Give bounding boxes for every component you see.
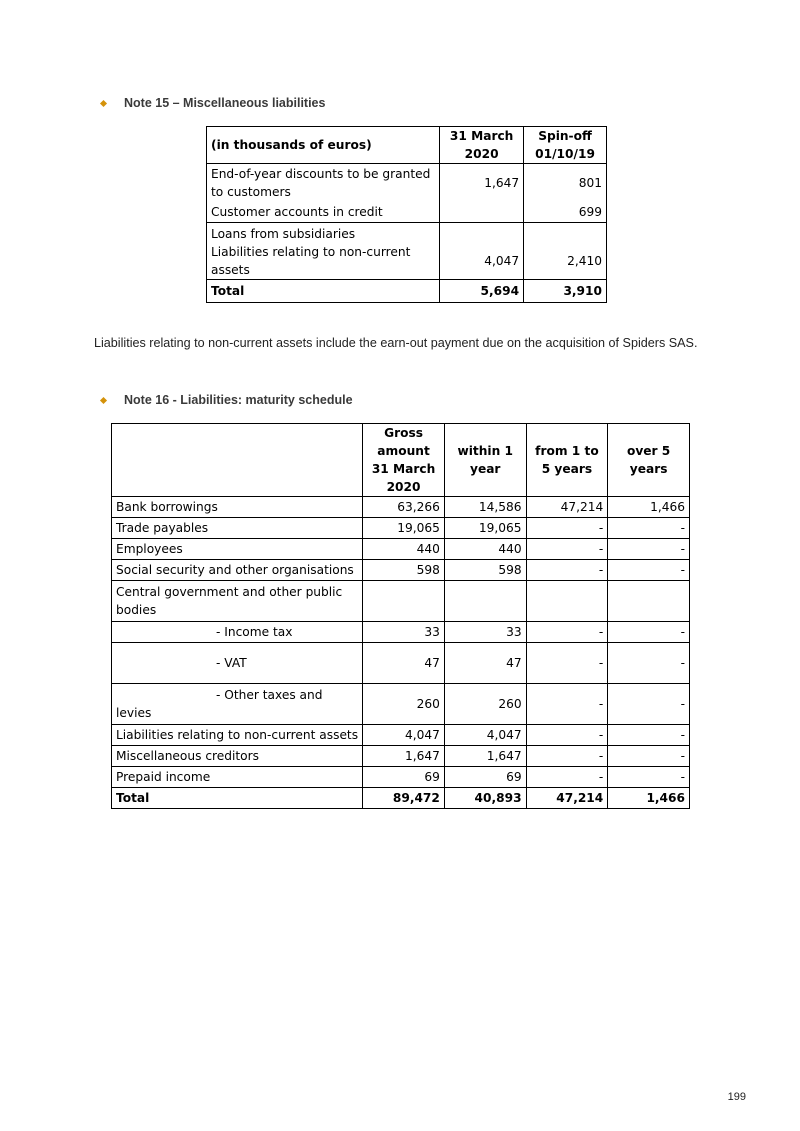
cell-value: - (526, 684, 608, 725)
cell-value: 1,647 (440, 164, 524, 202)
cell-value: - (526, 767, 608, 788)
cell-value: - (526, 746, 608, 767)
row-label: End-of-year discounts to be granted to customers (207, 164, 440, 202)
table-row (207, 223, 607, 244)
cell-value: 260 (444, 684, 526, 725)
note-16-title: Note 16 - Liabilities: maturity schedule (124, 393, 353, 407)
table-row (112, 581, 690, 622)
cell-value: 260 (363, 684, 445, 725)
cell-value: 69 (363, 767, 445, 788)
cell-value: - (526, 560, 608, 581)
cell-value: 47,214 (526, 788, 608, 809)
table-row (112, 518, 690, 539)
cell-value: - (526, 539, 608, 560)
diamond-bullet-icon (100, 396, 107, 403)
cell-value (444, 581, 526, 622)
cell-value: - (608, 622, 690, 643)
note-15-title: Note 15 – Miscellaneous liabilities (124, 96, 326, 110)
cell-value: 1,647 (363, 746, 445, 767)
cell-value: 69 (444, 767, 526, 788)
cell-value: 33 (444, 622, 526, 643)
cell-value: - (608, 539, 690, 560)
table-row (112, 725, 690, 746)
cell-value: 47 (363, 643, 445, 684)
cell-value: - (608, 684, 690, 725)
row-label: Social security and other organisations (112, 560, 363, 581)
cell-value: 14,586 (444, 497, 526, 518)
cell-value: - (526, 643, 608, 684)
column-header (112, 424, 363, 497)
diamond-bullet-icon (100, 99, 107, 106)
row-label: Total (207, 280, 440, 303)
note-16-heading (100, 393, 353, 407)
cell-value: 2,410 (524, 243, 607, 280)
row-label: Bank borrowings (112, 497, 363, 518)
note-15-table (206, 126, 607, 303)
column-header: Spin-off 01/10/19 (524, 127, 607, 164)
note-15-explanation: Liabilities relating to non-current assets include the earn-out payment due on the acquisition of Spiders SAS. (94, 336, 698, 350)
cell-value: - (608, 746, 690, 767)
cell-value: 598 (363, 560, 445, 581)
cell-value: 63,266 (363, 497, 445, 518)
row-label: Miscellaneous creditors (112, 746, 363, 767)
column-header: Gross amount 31 March 2020 (363, 424, 445, 497)
total-row (112, 788, 690, 809)
table-header-row (112, 424, 690, 497)
cell-value (440, 223, 524, 244)
row-label: - Other taxes and levies (112, 684, 363, 725)
cell-value: 40,893 (444, 788, 526, 809)
cell-value (440, 201, 524, 223)
row-label: Liabilities relating to non-current assets (112, 725, 363, 746)
row-label: - VAT (112, 643, 363, 684)
cell-value: 47 (444, 643, 526, 684)
cell-value: - (608, 518, 690, 539)
cell-value: 1,466 (608, 788, 690, 809)
cell-value: 440 (363, 539, 445, 560)
cell-value: 47,214 (526, 497, 608, 518)
column-header: over 5 years (608, 424, 690, 497)
cell-value: 1,466 (608, 497, 690, 518)
cell-value: 19,065 (363, 518, 445, 539)
row-label: Employees (112, 539, 363, 560)
table-header-row (207, 127, 607, 164)
cell-value: 801 (524, 164, 607, 202)
cell-value: - (526, 725, 608, 746)
table-row (112, 643, 690, 684)
cell-value: 598 (444, 560, 526, 581)
cell-value: - (608, 767, 690, 788)
row-label: Loans from subsidiaries (207, 223, 440, 244)
cell-value: 89,472 (363, 788, 445, 809)
cell-value: 5,694 (440, 280, 524, 303)
table-row (112, 622, 690, 643)
cell-value: 3,910 (524, 280, 607, 303)
column-header: from 1 to 5 years (526, 424, 608, 497)
row-label: Total (112, 788, 363, 809)
table-row (207, 201, 607, 223)
cell-value: 33 (363, 622, 445, 643)
row-label: Prepaid income (112, 767, 363, 788)
cell-value: 19,065 (444, 518, 526, 539)
cell-value (524, 223, 607, 244)
page-number: 199 (727, 1091, 746, 1103)
table-row (112, 497, 690, 518)
cell-value: - (608, 643, 690, 684)
note-15-heading (100, 96, 325, 110)
table-row (112, 560, 690, 581)
cell-value: 440 (444, 539, 526, 560)
table-row (207, 243, 607, 280)
table-row (112, 684, 690, 725)
cell-value (608, 581, 690, 622)
cell-value: 4,047 (440, 243, 524, 280)
cell-value (363, 581, 445, 622)
table-row (112, 746, 690, 767)
cell-value: - (526, 518, 608, 539)
table-row (112, 539, 690, 560)
cell-value: 699 (524, 201, 607, 223)
cell-value: - (526, 622, 608, 643)
table-row (207, 164, 607, 202)
total-row (207, 280, 607, 303)
cell-value: - (608, 725, 690, 746)
row-label: - Income tax (112, 622, 363, 643)
cell-value: - (608, 560, 690, 581)
column-header: (in thousands of euros) (207, 127, 440, 164)
cell-value: 4,047 (444, 725, 526, 746)
column-header: 31 March 2020 (440, 127, 524, 164)
row-label: Customer accounts in credit (207, 201, 440, 223)
column-header: within 1 year (444, 424, 526, 497)
cell-value: 1,647 (444, 746, 526, 767)
cell-value: 4,047 (363, 725, 445, 746)
row-label: Central government and other public bodies (112, 581, 363, 622)
cell-value (526, 581, 608, 622)
row-label: Liabilities relating to non-current assets (207, 243, 440, 280)
row-label: Trade payables (112, 518, 363, 539)
table-row (112, 767, 690, 788)
note-16-table (111, 423, 690, 809)
